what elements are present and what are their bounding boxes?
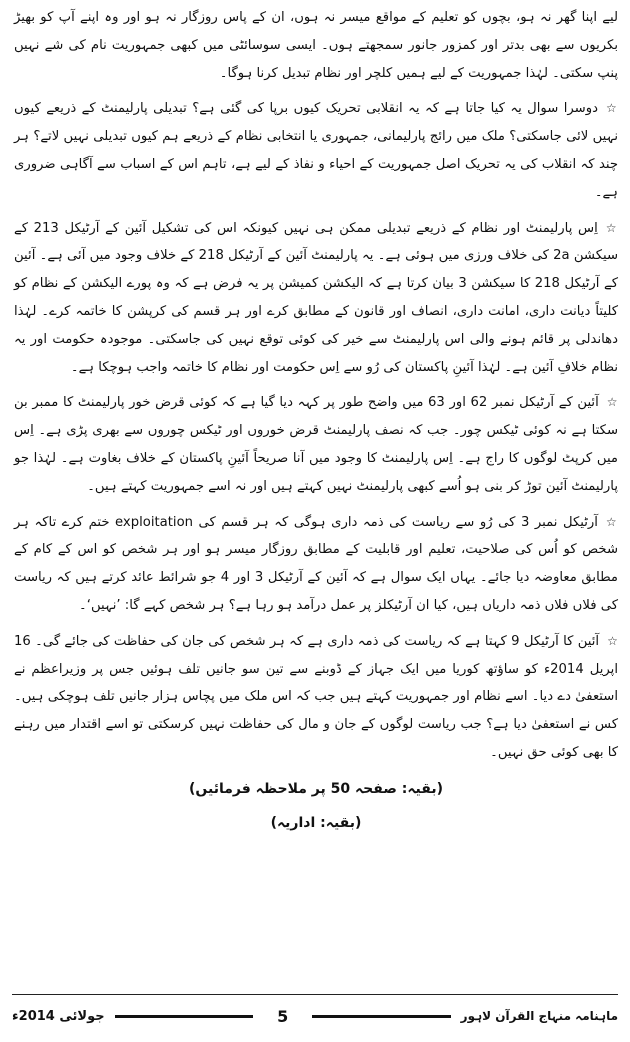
star-bullet-icon: ☆ bbox=[607, 633, 618, 648]
paragraph bbox=[14, 4, 618, 87]
paragraph bbox=[14, 389, 618, 500]
paragraph bbox=[14, 509, 618, 620]
paragraph-text: لیے اپنا گھر نہ ہو، بچوں کو تعلیم کے مواقع میسر نہ ہوں، ان کے پاس روزگار نہ ہو اور وہ اپنے آپ کو بھیڑ بکریوں سے بھی بدتر اور کمزور جانور سمجھتے ہوں۔ ایسی سوسائٹی میں کبھی جمہوریت نام کی شے نہیں پنپ سکتی۔ لہٰذا جمہوریت کے لیے ہمیں کلچر اور نظام تبدیل کرنا ہوگا۔ bbox=[14, 10, 618, 81]
footer-rule-right bbox=[312, 1015, 450, 1018]
page-number: 5 bbox=[277, 1006, 289, 1026]
article-body bbox=[14, 4, 618, 843]
footer-divider bbox=[12, 994, 618, 995]
paragraph bbox=[14, 628, 618, 767]
star-bullet-icon: ☆ bbox=[605, 514, 619, 529]
magazine-name: ماہنامہ منہاج القرآن لاہور bbox=[460, 1009, 619, 1023]
issue-date: جولائی 2014ء bbox=[12, 1008, 105, 1024]
paragraph-text: دوسرا سوال یہ کیا جاتا ہے کہ یہ انقلابی تحریک کیوں برپا کی گئی ہے؟ تبدیلی پارلیمنٹ کے ذریعے کیوں نہیں لائی جاسکتی؟ ملک میں رائج پارلیمانی، جمہوری یا انتخابی نظام کے ذریعے ہم کیوں تبدیلی نہیں لاتے؟ ہر چند کہ انقلاب کی یہ تحریک اصل جمہوریت کے احیاء و نفاذ کے لیے ہے، تاہم اس کے اسباب سے آگاہی ضروری ہے۔ bbox=[14, 101, 618, 200]
paragraph-text: اِس پارلیمنٹ اور نظام کے ذریعے تبدیلی ممکن ہی نہیں کیونکہ اس کی تشکیل آئین کے آرٹیکل 213 کے سیکشن 2a کی خلاف ورزی میں ہوئی ہے۔ یہ پارلیمنٹ آئین کے آرٹیکل 218 کے خلاف وجود میں آئی ہے۔ آئین کے آرٹیکل 218 کا سیکشن 3 بیان کرتا ہے کہ الیکشن کمیشن پر یہ فرض ہے کہ وہ پورے الیکشن کے نظام کو کلیتاً دیانت داری، امانت داری، انصاف اور قانون کے مطابق کرے اور ہر قسم کی کرپشن کا خاتمہ کرے۔ لہٰذا دھاندلی پر قائم ہونے والی اس پارلیمنٹ سے خیر کی کوئی توقع نہیں کی جاسکتی۔ موجودہ حکومت اور یہ نظام خلافِ آئین ہے۔ لہٰذا آئینِ پاکستان کی رُو سے اِس حکومت اور نظام کا خاتمہ واجب ہوچکا ہے۔ bbox=[14, 220, 619, 375]
continued-note-editorial: (بقیہ: اداریہ) bbox=[270, 814, 362, 831]
paragraph-text: آئین کے آرٹیکل نمبر 62 اور 63 میں واضح طور پر کہہ دیا گیا ہے کہ کوئی قرض خور پارلیمنٹ کا ممبر بن سکتا ہے نہ کوئی ٹیکس چور۔ جب کہ نصف پارلیمنٹ قرض خوروں اور ٹیکس چوروں سے بھری پڑی ہے۔ اِس میں کرپٹ لوگوں کا راج ہے۔ اِس پارلیمنٹ کا وجود میں آنا صریحاً آئینِ پاکستان کے خلاف بغاوت ہے۔ لہٰذا جو پارلیمنٹ آئین توڑ کر بنی ہو اُسے کبھی پارلیمنٹ نہیں کہتے ہیں اور نہ اسے جمہوریت کہتے ہیں۔ bbox=[14, 395, 618, 494]
paragraph bbox=[14, 215, 618, 382]
star-bullet-icon: ☆ bbox=[605, 101, 618, 116]
paragraph-text: آئین کا آرٹیکل 9 کہتا ہے کہ ریاست کی ذمہ داری ہے کہ ہر شخص کی جان کی حفاظت کی جائے گی۔ 16 اپریل 2014ء کو ساؤتھ کوریا میں ایک جہاز کے ڈوبنے سے تین سو جانیں تلف ہوئیں جس پر وزیراعظم نے استعفیٰ دے دیا۔ اسے نظام اور جمہوریت کہتے ہیں جب کہ اس ملک میں پچاس ہزار جانیں تلف ہوچکی ہیں۔ کس نے استعفیٰ دیا ہے؟ جب ریاست لوگوں کے جان و مال کی حفاظت نہیں کرسکتی تو اسے اقتدار میں رہنے کا بھی کوئی حق نہیں۔ bbox=[14, 633, 618, 760]
continued-note: (بقیہ: صفحہ 50 پر ملاحظہ فرمائیں) bbox=[189, 780, 443, 797]
star-bullet-icon: ☆ bbox=[606, 395, 618, 410]
paragraph-text: آرٹیکل نمبر 3 کی رُو سے ریاست کی ذمہ داری ہوگی کہ ہر قسم کی exploitation ختم کرے تاکہ ہر شخص کو اُس کی صلاحیت، تعلیم اور قابلیت کے مطابق روزگار میسر ہو اور ہر شخص کو اس کے کام کے مطابق معاوضہ دیا جائے۔ یہاں ایک سوال ہے کہ آئین کے آرٹیکل 3 اور 4 جو شرائط عائد کرتے ہیں کہ ریاست کی فلاں فلاں ذمہ داریاں ہیں، کیا ان آرٹیکلز پر عمل درآمد ہو رہا ہے؟ ہر شخص کہے گا: ’نہیں‘۔ bbox=[14, 514, 618, 613]
footer-row bbox=[12, 1002, 618, 1030]
footer-rule-left bbox=[115, 1015, 253, 1018]
paragraph bbox=[14, 95, 618, 206]
page-footer bbox=[0, 990, 630, 1042]
star-bullet-icon: ☆ bbox=[605, 220, 618, 235]
